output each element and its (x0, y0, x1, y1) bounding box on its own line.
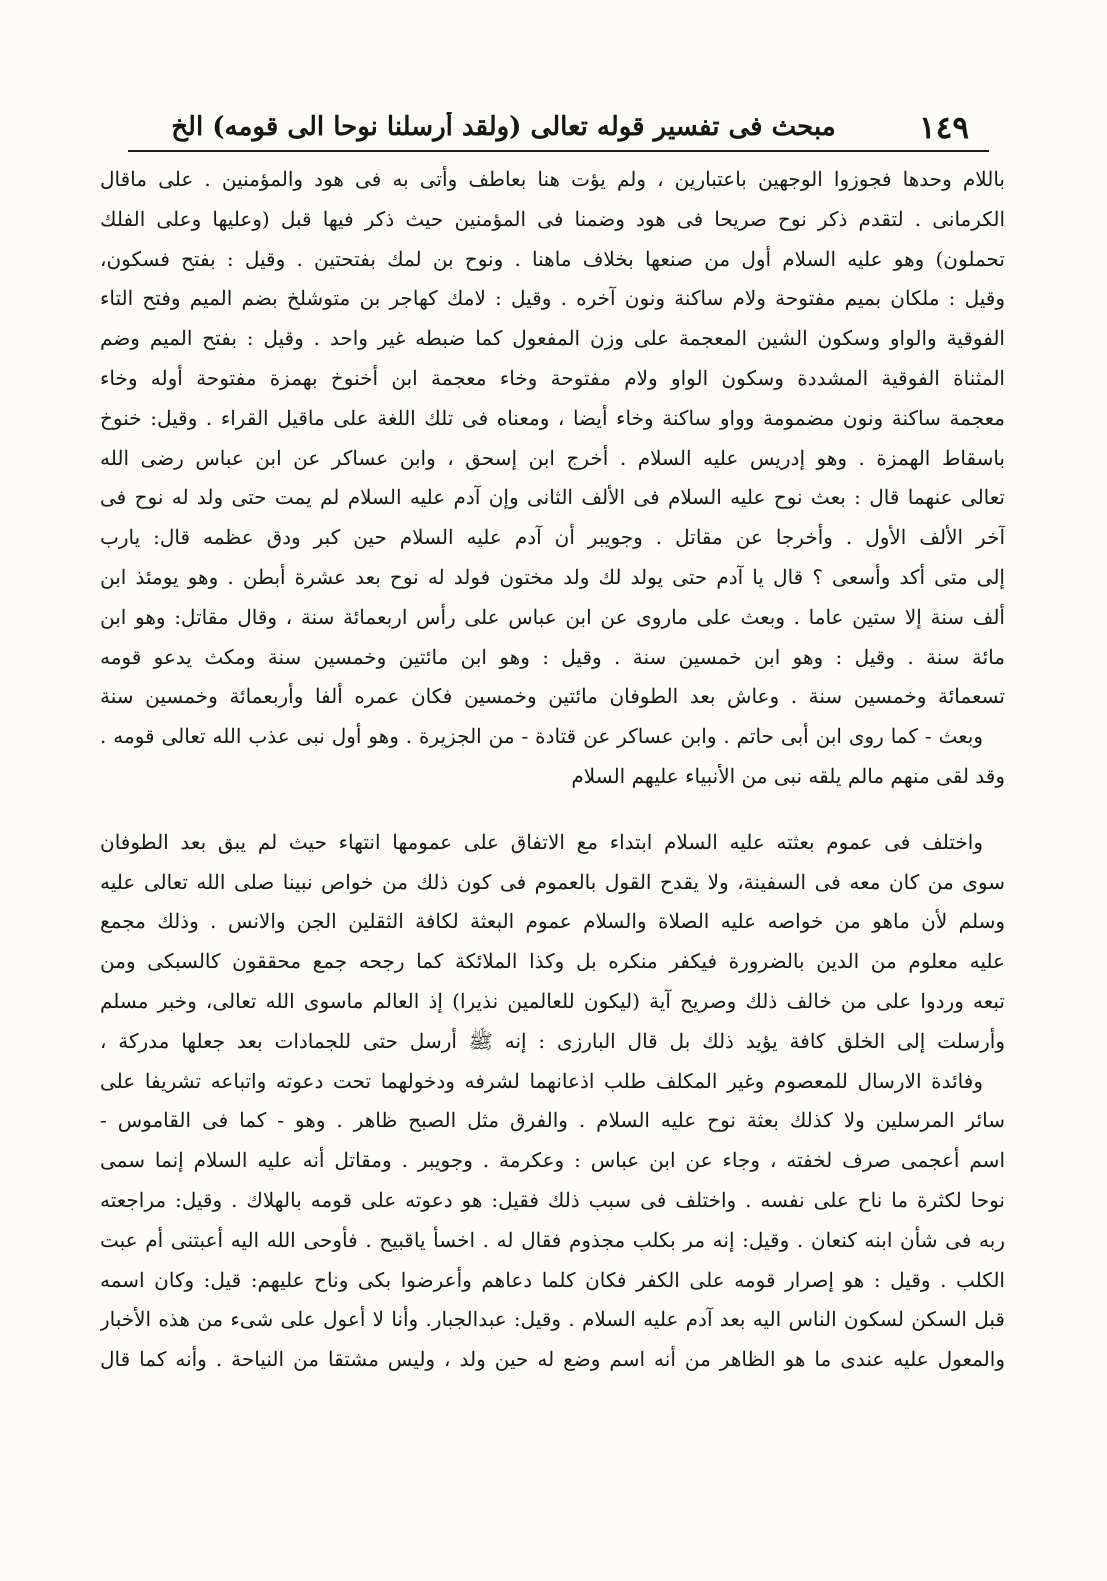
text-line: الكلب . وقيل : هو إصرار قومه على الكفر فكان كلما دعاهم وأعرضوا بكى وناح عليهم: قيل: وكان اسمه (100, 1267, 1005, 1292)
text-line: الكرمانى . لتقدم ذكر نوح صريحا فى هود وضمنا فى المؤمنين حيث ذكر فيها قبل (وعليها وعلى الفلك (100, 206, 1005, 231)
text-line: وقد لقى منهم مالم يلقه نبى من الأنبياء عليهم السلام (571, 763, 1005, 788)
text-line: وأرسلت إلى الخلق كافة يؤيد ذلك بل قال البارزى : إنه ﷺ أرسل حتى للجمادات بعد جعلها مدركة ، (100, 1028, 1005, 1053)
text-line: إلى متى أكد وأسعى ؟ قال يا آدم حتى يولد لك ولد مختون فولد له نوح بعد عشرة أبطن . وهو يومئذ ابن (100, 564, 1005, 589)
page-body (100, 160, 1005, 1380)
text-line: باسقاط الهمزة . وهو إدريس عليه السلام . أخرج ابن إسحق ، وابن عساكر عن ابن عباس رضى الله (100, 445, 1005, 470)
text-line: المثناة الفوقية المشددة وسكون الواو ولام مفتوحة وخاء معجمة ابن أخنوخ بهمزة مفتوحة أوله وخاء (100, 365, 1005, 390)
text-line: والمعول عليه عندى ما هو الظاهر من أنه اسم وضع له حين ولد ، وليس مشتقا من النياحة . وأنه كما قال (100, 1347, 1005, 1372)
text-line: وقيل : ملكان بميم مفتوحة ولام ساكنة ونون آخره . وقيل : لامك كهاجر بن متوشلخ بضم الميم وفتح التاء (100, 286, 1005, 311)
text-line: نوحا لكثرة ما ناح على نفسه . واختلف فى سبب ذلك فقيل: هو دعوته على قومه بالهلاك . وقيل: مراجعته (100, 1187, 1005, 1212)
running-title: مبحث فى تفسير قوله تعالى (ولقد أرسلنا نوحا الى قومه) الخ (171, 112, 836, 142)
text-line: سائر المرسلين ولا كذلك بعثة نوح عليه السلام . والفرق مثل الصبح ظاهر . وهو - كما فى القاموس - (100, 1108, 1005, 1133)
text-line: ألف سنة إلا ستين عاما . وبعث على ماروى عن ابن عباس على رأس اربعمائة سنة ، وقال مقاتل: وهو ابن (100, 604, 1005, 629)
text-line: واختلف فى عموم بعثته عليه السلام ابتداء مع الاتفاق على عمومها انتهاء حيث لم يبق بعد الطوفان (100, 829, 983, 854)
text-line: ربه فى شأن ابنه كنعان . وقيل: إنه مر بكلب مجذوم فقال له . اخسأ ياقبيح . فأوحى الله اليه أعبتنى أم عبت (100, 1227, 1005, 1252)
text-line: وفائدة الارسال للمعصوم وغير المكلف طلب اذعانهما لشرفه ودخولهما تحت دعوته واتباعه تشريفا على (100, 1068, 983, 1093)
text-line: اسم أعجمى صرف لخفته ، وجاء عن ابن عباس : وعكرمة . وجويبر . ومقاتل أنه عليه السلام إنما سمى (100, 1148, 1005, 1173)
text-line: تسعمائة وخمسين سنة . وعاش بعد الطوفان مائتين وخمسين فكان عمره ألفا وأربعمائة وخمسين سنة (100, 684, 1005, 709)
page-number: ١٤٩ (919, 110, 969, 146)
text-line: وبعث - كما روى ابن أبى حاتم . وابن عساكر عن قتادة - من الجزيرة . وهو أول نبى عذب الله تعالى قومه . (100, 724, 983, 749)
text-line: سوى من كان معه فى السفينة، ولا يقدح القول بالعموم فى كون ذلك من خواص نبينا صلى الله تعالى عليه (100, 869, 1005, 894)
text-line: تحملون) وهو عليه السلام أول من صنعها بخلاف ماهنا . ونوح بن لمك بفتحتين . وقيل : بفتح فسكون، (100, 246, 1005, 271)
text-line: قبل السكن لسكون الناس اليه بعد آدم عليه السلام . وقيل: عبدالجبار. وأنا لا أعول على شىء من هذه الأخبار (100, 1307, 1005, 1332)
text-line: معجمة ساكنة ونون مضمومة وواو ساكنة وخاء أيضا ، ومعناه فى تلك اللغة على ماقيل القراء . وقيل: خنوخ (100, 405, 1005, 430)
text-line: باللام وحدها فجوزوا الوجهين باعتبارين ، ولم يؤت هنا بعاطف وأتى به فى هود والمؤمنين . على ماقال (100, 167, 1005, 191)
text-line: مائة سنة . وقيل : وهو ابن خمسين سنة . وقيل : وهو ابن مائتين وخمسين سنة ومكث يدعو قومه (100, 644, 1005, 669)
header-divider (128, 150, 989, 152)
text-line: الفوقية والواو وسكون الشين المعجمة على وزن المفعول كما ضبطه غير واحد . وقيل : بفتح الميم وضم (100, 326, 1005, 351)
text-line: عليه معلوم من الدين بالضرورة فيكفر منكره بل وكذا الملائكة كما رجحه جمع محققون كالسبكى ومن (100, 949, 1005, 974)
paragraph-gap (100, 797, 1005, 823)
page-header (120, 108, 977, 152)
text-line: تعالى عنهما قال : بعث نوح عليه السلام فى الألف الثانى وإن آدم عليه السلام لم يمت حتى ولد له نوح فى (100, 485, 1005, 510)
text-line: آخر الألف الأول . وأخرجا عن مقاتل . وجويبر أن آدم عليه السلام حين كبر ودق عظمه قال: يارب (100, 525, 1005, 550)
text-line: تبعه وردوا على من خالف ذلك وصريح آية (ليكون للعالمين نذيرا) إذ العالم ماسوى الله تعالى، وخبر مسلم (100, 988, 1005, 1013)
text-line: وسلم لأن ماهو من خواصه عليه الصلاة والسلام عموم البعثة لكافة الثقلين الجن والانس . وذلك مجمع (100, 909, 1005, 934)
